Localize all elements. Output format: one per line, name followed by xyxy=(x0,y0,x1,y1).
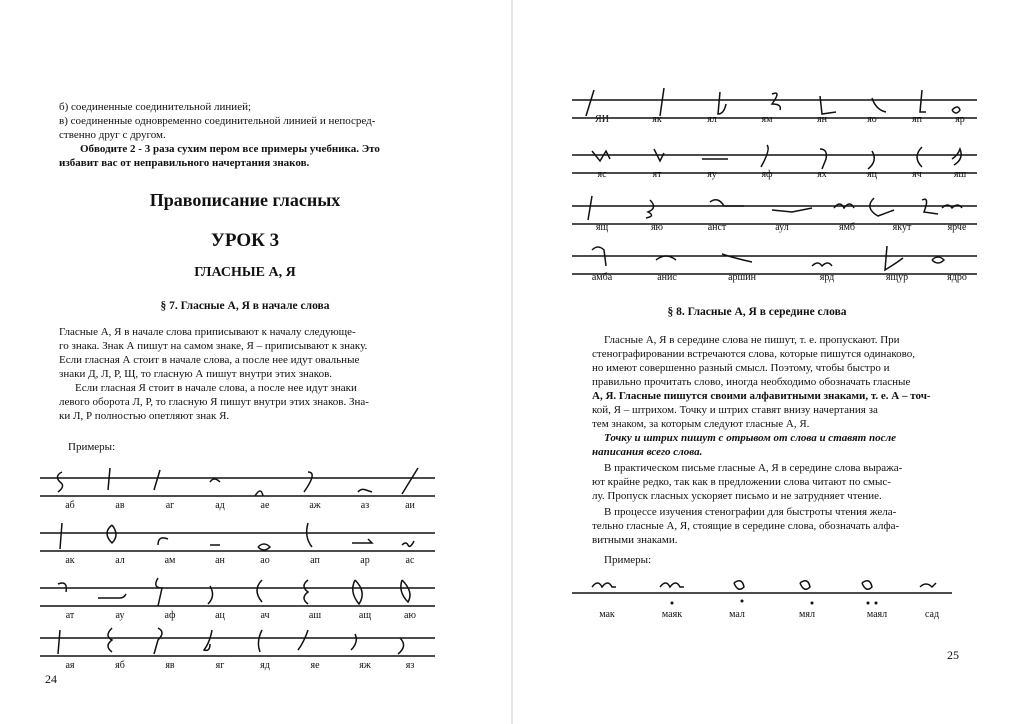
row-label: ад xyxy=(215,500,225,511)
row-label: яж xyxy=(359,660,371,671)
body-line: ки Л, Р полностью опетляют знак Я. xyxy=(59,410,230,422)
example-label: сад xyxy=(924,609,940,620)
example-label: мял xyxy=(799,609,815,620)
row-label: ат xyxy=(65,610,75,621)
body-line: витными знаками. xyxy=(592,534,678,546)
row-label: аф xyxy=(164,610,176,621)
row-label: ач xyxy=(260,610,270,621)
intro-line-4: Обводите 2 - 3 раза сухим пером все примеры учебника. Это xyxy=(80,143,380,155)
shorthand-row xyxy=(40,622,440,677)
row-label: яц xyxy=(867,169,877,180)
row-label: яп xyxy=(912,114,922,125)
right-page xyxy=(512,0,1023,724)
row-label: ап xyxy=(310,555,320,566)
row-label: ау xyxy=(115,610,125,621)
body-line: написания всего слова. xyxy=(592,446,703,458)
shorthand-row xyxy=(572,190,982,245)
row-label: анст xyxy=(707,222,727,233)
body-line: стенографировании встречаются слова, которые пишутся одинаково, xyxy=(592,348,915,360)
row-label: ядро xyxy=(947,272,967,283)
body-line: левого оборота Л, Р, то гласную Я пишут внутри этих знаков. Зна- xyxy=(59,396,369,408)
shorthand-row xyxy=(572,240,982,295)
row-label: анис xyxy=(657,272,677,283)
examples-label: Примеры: xyxy=(604,554,652,566)
shorthand-row xyxy=(572,139,982,194)
section-heading: Правописание гласных xyxy=(149,190,341,210)
row-label: ан xyxy=(215,555,225,566)
lesson-title: УРОК 3 xyxy=(210,230,280,251)
row-label: яб xyxy=(115,660,125,671)
shorthand-row xyxy=(572,573,972,633)
row-label: яо xyxy=(867,114,877,125)
row-label: ац xyxy=(215,610,225,621)
body-line: Гласные А, Я в середине слова не пишут, т. е. пропускают. При xyxy=(604,334,900,346)
row-label: аг xyxy=(165,500,175,511)
row-label: ях xyxy=(817,169,827,180)
row-label: якут xyxy=(892,222,912,233)
shorthand-row xyxy=(40,462,440,517)
body-line: В практическом письме гласные А, Я в середине слова выража- xyxy=(604,462,903,474)
examples-label: Примеры: xyxy=(68,441,116,453)
section-7-title: § 7. Гласные А, Я в начале слова xyxy=(160,300,330,312)
shorthand-strokes xyxy=(40,462,440,502)
intro-line-2: в) соединенные одновременно соединительной линией и непосред- xyxy=(59,115,376,127)
shorthand-row xyxy=(40,517,440,572)
body-line: го знака. Знак А пишут на самом знаке, Я – приписывают к знаку. xyxy=(59,340,368,352)
row-label: ак xyxy=(65,555,75,566)
example-label: маял xyxy=(866,609,888,620)
row-label: амба xyxy=(591,272,613,283)
shorthand-strokes xyxy=(40,622,440,662)
row-label: ае xyxy=(260,500,270,511)
row-label: ят xyxy=(652,169,662,180)
body-line: но имеют совершенно разный смысл. Поэтому, чтобы быстро и xyxy=(592,362,890,374)
row-label: аул xyxy=(775,222,789,233)
row-label: ян xyxy=(817,114,827,125)
shorthand-row xyxy=(40,572,440,627)
row-label: аж xyxy=(309,500,321,511)
body-line: В процессе изучения стенографии для быстроты чтения жела- xyxy=(604,506,897,518)
row-label: аз xyxy=(360,500,370,511)
body-line: правильно прочитать слово, иногда необходимо обозначать гласные xyxy=(592,376,911,388)
page-number: 24 xyxy=(45,672,57,686)
body-line: Если гласная Я стоит в начале слова, а после нее идут знаки xyxy=(75,382,357,394)
body-line: тем знаком, за которым следуют гласные А, Я. xyxy=(592,418,810,430)
row-label: аи xyxy=(405,500,415,511)
row-label: ямб xyxy=(838,222,855,233)
row-label: як xyxy=(652,114,662,125)
row-label: ящур xyxy=(885,272,909,283)
row-label: яр xyxy=(955,114,965,125)
body-line: тельно гласные А, Я, стоящие в середине слова, обозначать алфа- xyxy=(592,520,900,532)
row-label: ярд xyxy=(819,272,835,283)
row-label: яч xyxy=(912,169,922,180)
section-8-title: § 8. Гласные А, Я в середине слова xyxy=(667,306,847,318)
intro-line-3: ственно друг с другом. xyxy=(59,129,166,141)
row-label: ар xyxy=(360,555,370,566)
row-label: яз xyxy=(405,660,415,671)
row-label: ярче xyxy=(947,222,967,233)
row-label: аршин xyxy=(728,272,756,283)
example-label: мак xyxy=(599,609,615,620)
example-label: мал xyxy=(729,609,745,620)
row-label: аю xyxy=(404,610,416,621)
intro-line-1: б) соединенные соединительной линией; xyxy=(59,101,252,113)
row-label: ЯИ xyxy=(595,114,609,125)
body-line: ют крайне редко, так как в предложении слова читают по смыс- xyxy=(592,476,891,488)
page-number: 25 xyxy=(947,648,959,662)
row-label: яе xyxy=(310,660,320,671)
row-label: аш xyxy=(308,610,322,621)
row-label: ав xyxy=(115,500,125,511)
row-label: яг xyxy=(215,660,225,671)
row-label: аб xyxy=(65,500,75,511)
row-label: ая xyxy=(65,660,75,671)
shorthand-row xyxy=(572,84,982,139)
body-line: кой, Я – штрихом. Точку и штрих ставят внизу начертания за xyxy=(592,404,878,416)
body-line: знаки Д, Л, Р, Щ, то гласную А пишут внутри этих знаков. xyxy=(59,368,333,380)
body-line: лу. Пропуск гласных ускоряет письмо и не затрудняет чтение. xyxy=(592,490,882,502)
lesson-subtitle: ГЛАСНЫЕ А, Я xyxy=(194,265,296,280)
shorthand-strokes xyxy=(40,517,440,557)
body-line: Точку и штрих пишут с отрывом от слова и ставят после xyxy=(604,432,897,444)
row-label: яд xyxy=(260,660,270,671)
row-label: яю xyxy=(650,222,664,233)
body-line: Если гласная А стоит в начале слова, а после нее идут овальные xyxy=(59,354,360,366)
row-label: ам xyxy=(164,555,176,566)
row-label: ал xyxy=(115,555,125,566)
row-label: ял xyxy=(707,114,717,125)
row-label: ящ xyxy=(595,222,609,233)
row-label: ао xyxy=(260,555,270,566)
shorthand-strokes xyxy=(40,572,440,612)
row-label: яу xyxy=(707,169,717,180)
row-label: яф xyxy=(761,169,773,180)
row-label: яш xyxy=(953,169,967,180)
body-line: Гласные А, Я в начале слова приписывают к началу следующе- xyxy=(59,326,356,338)
intro-line-5: избавит вас от неправильного начертания знаков. xyxy=(59,157,310,169)
row-label: яс xyxy=(597,169,607,180)
body-line: А, Я. Гласные пишутся своими алфавитными знаками, т. е. А – точ- xyxy=(592,390,931,402)
row-label: яв xyxy=(165,660,175,671)
row-label: ащ xyxy=(358,610,372,621)
example-label: маяк xyxy=(661,609,683,620)
row-label: ас xyxy=(405,555,415,566)
row-label: ям xyxy=(761,114,773,125)
